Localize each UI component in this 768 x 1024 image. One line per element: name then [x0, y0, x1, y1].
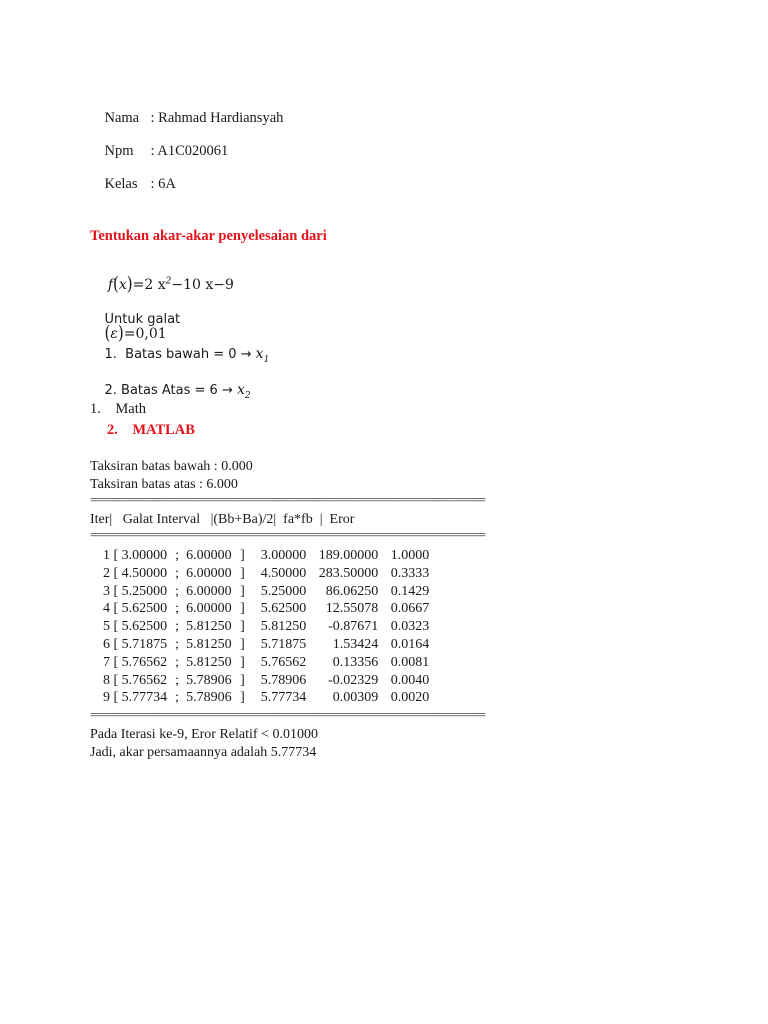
summary-iteration: Pada Iterasi ke-9, Eror Relatif < 0.01000	[90, 727, 318, 742]
method-item-matlab: 2. MATLAB	[107, 422, 195, 438]
interval-a-cell: 5.76562	[121, 672, 168, 688]
iter-cell: 5	[103, 619, 110, 635]
fafb-cell: 12.55078	[325, 601, 379, 617]
iter-cell: 1	[103, 548, 110, 563]
tolerance-symbol: ε	[110, 326, 118, 342]
table-row: 4 [ 5.62500 ; 6.00000 ] 5.62500 12.55078 0.0667	[90, 600, 429, 618]
table-row: 3 [ 5.25000 ; 6.00000 ] 5.25000 86.06250 0.1429	[90, 583, 429, 601]
table-row: 6 [ 5.71875 ; 5.81250 ] 5.71875 1.53424 0.0164	[90, 636, 429, 654]
table-row: 5 [ 5.62500 ; 5.81250 ] 5.81250 -0.87671 0.0323	[90, 618, 429, 636]
iter-cell: 7	[103, 654, 110, 670]
fafb-cell: 283.50000	[318, 565, 379, 581]
interval-a-cell: 5.62500	[121, 601, 168, 617]
upper-bound-text: 2. Batas Atas = 6 →	[104, 382, 237, 398]
iter-cell: 8	[103, 672, 110, 688]
iter-cell: 2	[103, 565, 110, 581]
midpoint-cell: 5.71875	[260, 637, 307, 652]
upper-bound-sub: 2	[244, 390, 251, 401]
table-header: Iter| Galat Interval |(Bb+Ba)/2| fa*fb | Eror	[90, 512, 355, 527]
iter-cell: 3	[103, 583, 110, 599]
error-cell: 0.0081	[390, 654, 430, 670]
midpoint-cell: 5.81250	[260, 619, 307, 635]
class-value: : 6A	[150, 175, 176, 192]
fafb-cell: -0.02329	[328, 672, 379, 688]
midpoint-cell: 5.78906	[260, 672, 307, 688]
function-equation: f(x)=2 $x^2-10$ x−9	[107, 272, 234, 296]
separator-mid: ==================================================================	[90, 530, 485, 539]
lower-bound-sub: 1	[263, 354, 270, 365]
function-rhs-part2: −10 x−9	[171, 277, 234, 293]
error-cell: 0.0040	[390, 672, 430, 688]
table-row: 9 [ 5.77734 ; 5.78906 ] 5.77734 0.00309 0.0020	[90, 689, 429, 707]
fafb-cell: 0.13356	[332, 654, 379, 670]
upper-bound-var: x	[236, 381, 245, 398]
error-cell: 0.1429	[390, 583, 430, 599]
midpoint-cell: 5.62500	[260, 601, 307, 617]
function-rhs-part1: =2 x	[132, 277, 166, 293]
iter-cell: 4	[103, 601, 110, 617]
name-value: : Rahmad Hardiansyah	[150, 109, 284, 126]
error-cell: 0.0164	[390, 637, 430, 652]
error-cell: 0.0667	[390, 601, 430, 617]
interval-b-cell: 6.00000	[186, 565, 232, 581]
interval-a-cell: 4.50000	[121, 565, 168, 581]
function-var: x	[118, 277, 127, 293]
table-row: 7 [ 5.76562 ; 5.81250 ] 5.76562 0.13356 0.0081	[90, 654, 429, 672]
fafb-cell: 86.06250	[325, 583, 379, 599]
table-row: 1 [ 3.00000 ; 6.00000 ] 3.00000 189.00000 1.0000	[90, 547, 429, 565]
fafb-cell: -0.87671	[328, 619, 379, 635]
midpoint-cell: 3.00000	[260, 548, 307, 563]
table-row: 8 [ 5.76562 ; 5.78906 ] 5.78906 -0.02329 0.0040	[90, 672, 429, 690]
interval-b-cell: 5.81250	[186, 654, 232, 670]
upper-estimate: Taksiran batas atas : 6.000	[90, 477, 238, 492]
interval-b-cell: 5.81250	[186, 637, 232, 652]
lower-bound-var: x	[255, 345, 264, 362]
tolerance-line: Untuk galat (ε)=0,01	[104, 311, 181, 345]
error-cell: 1.0000	[390, 548, 430, 563]
class-label: Kelas	[104, 175, 138, 192]
interval-b-cell: 5.78906	[186, 690, 232, 706]
midpoint-cell: 5.76562	[260, 654, 307, 670]
summary-root: Jadi, akar persamaannya adalah 5.77734	[90, 745, 317, 760]
tolerance-value: =0,01	[123, 326, 167, 342]
interval-b-cell: 6.00000	[186, 548, 232, 563]
error-cell: 0.0020	[390, 690, 430, 706]
name-label: Nama	[104, 109, 140, 126]
student-class-line	[90, 162, 176, 206]
fafb-cell: 189.00000	[318, 548, 379, 563]
iter-cell: 6	[103, 637, 110, 652]
lower-estimate: Taksiran batas bawah : 0.000	[90, 459, 253, 474]
separator-top: ==================================================================	[90, 495, 485, 504]
fafb-cell: 1.53424	[332, 637, 379, 652]
interval-a-cell: 5.77734	[121, 690, 168, 706]
interval-b-cell: 5.81250	[186, 619, 232, 635]
midpoint-cell: 4.50000	[260, 565, 307, 581]
midpoint-cell: 5.25000	[260, 583, 307, 599]
error-cell: 0.3333	[390, 565, 430, 581]
npm-label: Npm	[104, 142, 134, 159]
midpoint-cell: 5.77734	[260, 690, 307, 706]
iter-cell: 9	[103, 690, 110, 706]
interval-a-cell: 5.76562	[121, 654, 168, 670]
interval-a-cell: 3.00000	[121, 548, 168, 563]
tolerance-prefix: Untuk galat	[104, 311, 181, 327]
interval-a-cell: 5.25000	[121, 583, 168, 599]
method-item-math: 1. Math	[90, 401, 146, 417]
interval-a-cell: 5.62500	[121, 619, 168, 635]
fafb-cell: 0.00309	[332, 690, 379, 706]
npm-value: : A1C020061	[150, 142, 229, 159]
lower-bound-text: 1. Batas bawah = 0 →	[104, 346, 256, 362]
separator-bottom: ==================================================================	[90, 710, 485, 719]
interval-b-cell: 6.00000	[186, 583, 232, 599]
interval-a-cell: 5.71875	[121, 637, 168, 652]
error-cell: 0.0323	[390, 619, 430, 635]
function-power: 2	[165, 276, 172, 287]
function-lhs: f	[107, 277, 113, 293]
problem-heading: Tentukan akar-akar penyelesaian dari	[90, 228, 327, 244]
interval-b-cell: 6.00000	[186, 601, 232, 617]
table-row: 2 [ 4.50000 ; 6.00000 ] 4.50000 283.50000 0.3333	[90, 565, 429, 583]
interval-b-cell: 5.78906	[186, 672, 232, 688]
